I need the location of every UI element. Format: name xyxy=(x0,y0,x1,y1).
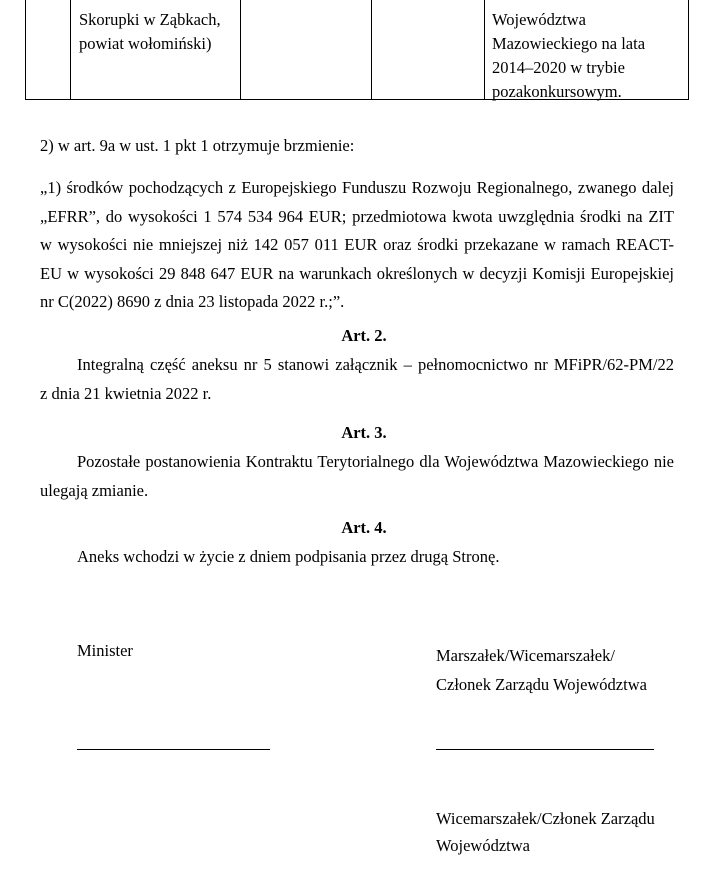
signature-line-marshal xyxy=(436,749,654,750)
table-column-divider xyxy=(240,0,241,99)
table-column-divider xyxy=(70,0,71,99)
article-3-heading: Art. 3. xyxy=(341,423,387,442)
signature-line-minister xyxy=(77,749,270,750)
signature-title-line: Województwa xyxy=(436,836,530,855)
table-cell-location xyxy=(79,8,221,56)
table-column-divider xyxy=(371,0,372,99)
signature-title-marshal xyxy=(436,641,647,699)
table-cell-line: 2014–2020 w trybie xyxy=(492,58,625,77)
quote-line: EU w wysokości 29 848 647 EUR na warunkach określonych w decyzji Komisji Europejskiej xyxy=(40,263,674,283)
table-cell-line: powiat wołomiński) xyxy=(79,34,212,53)
quote-line: „1) środków pochodzących z Europejskiego Funduszu Rozwoju Regionalnego, zwanego dalej xyxy=(40,178,674,197)
table-cell-line: Mazowieckiego na lata xyxy=(492,34,646,53)
table-cell-line: Skorupki w Ząbkach, xyxy=(79,10,221,29)
quote-line: nr C(2022) 8690 z dnia 23 listopada 2022 r.;”. xyxy=(40,292,345,311)
quoted-provision xyxy=(40,174,674,317)
quote-line: w wysokości nie mniejszej niż 142 057 011 EUR oraz środki przekazane w ramach REACT- xyxy=(40,235,674,254)
table-cell-line: pozakonkursowym. xyxy=(492,82,622,101)
table-fragment xyxy=(25,0,689,100)
article-3-text: Pozostałe postanowienia Kontraktu Terytorialnego dla Województwa Mazowieckiego nie xyxy=(77,452,674,471)
article-2-text: z dnia 21 kwietnia 2022 r. xyxy=(40,384,212,403)
table-column-divider xyxy=(484,0,485,99)
article-4-text: Aneks wchodzi w życie z dniem podpisania przez drugą Stronę. xyxy=(77,547,500,566)
quote-line: „EFRR”, do wysokości 1 574 534 964 EUR; przedmiotowa kwota uwzględnia środki na ZIT xyxy=(40,206,674,226)
signature-title-vice-marshal xyxy=(436,805,655,859)
signature-title-line: Członek Zarządu Województwa xyxy=(436,675,647,694)
article-4-heading: Art. 4. xyxy=(341,518,387,537)
table-cell-program xyxy=(492,8,645,104)
signature-title-line: Wicemarszałek/Członek Zarządu xyxy=(436,809,655,828)
table-cell-line: Województwa xyxy=(492,10,586,29)
signature-title-line: Marszałek/Wicemarszałek/ xyxy=(436,646,615,665)
article-3-text: ulegają zmianie. xyxy=(40,481,149,500)
article-2-text: Integralną część aneksu nr 5 stanowi załącznik – pełnomocnictwo nr MFiPR/62-PM/22 xyxy=(77,355,674,374)
article-2-heading: Art. 2. xyxy=(341,326,387,345)
amendment-intro: 2) w art. 9a w ust. 1 pkt 1 otrzymuje brzmienie: xyxy=(40,136,355,155)
signature-title-minister: Minister xyxy=(77,641,133,660)
